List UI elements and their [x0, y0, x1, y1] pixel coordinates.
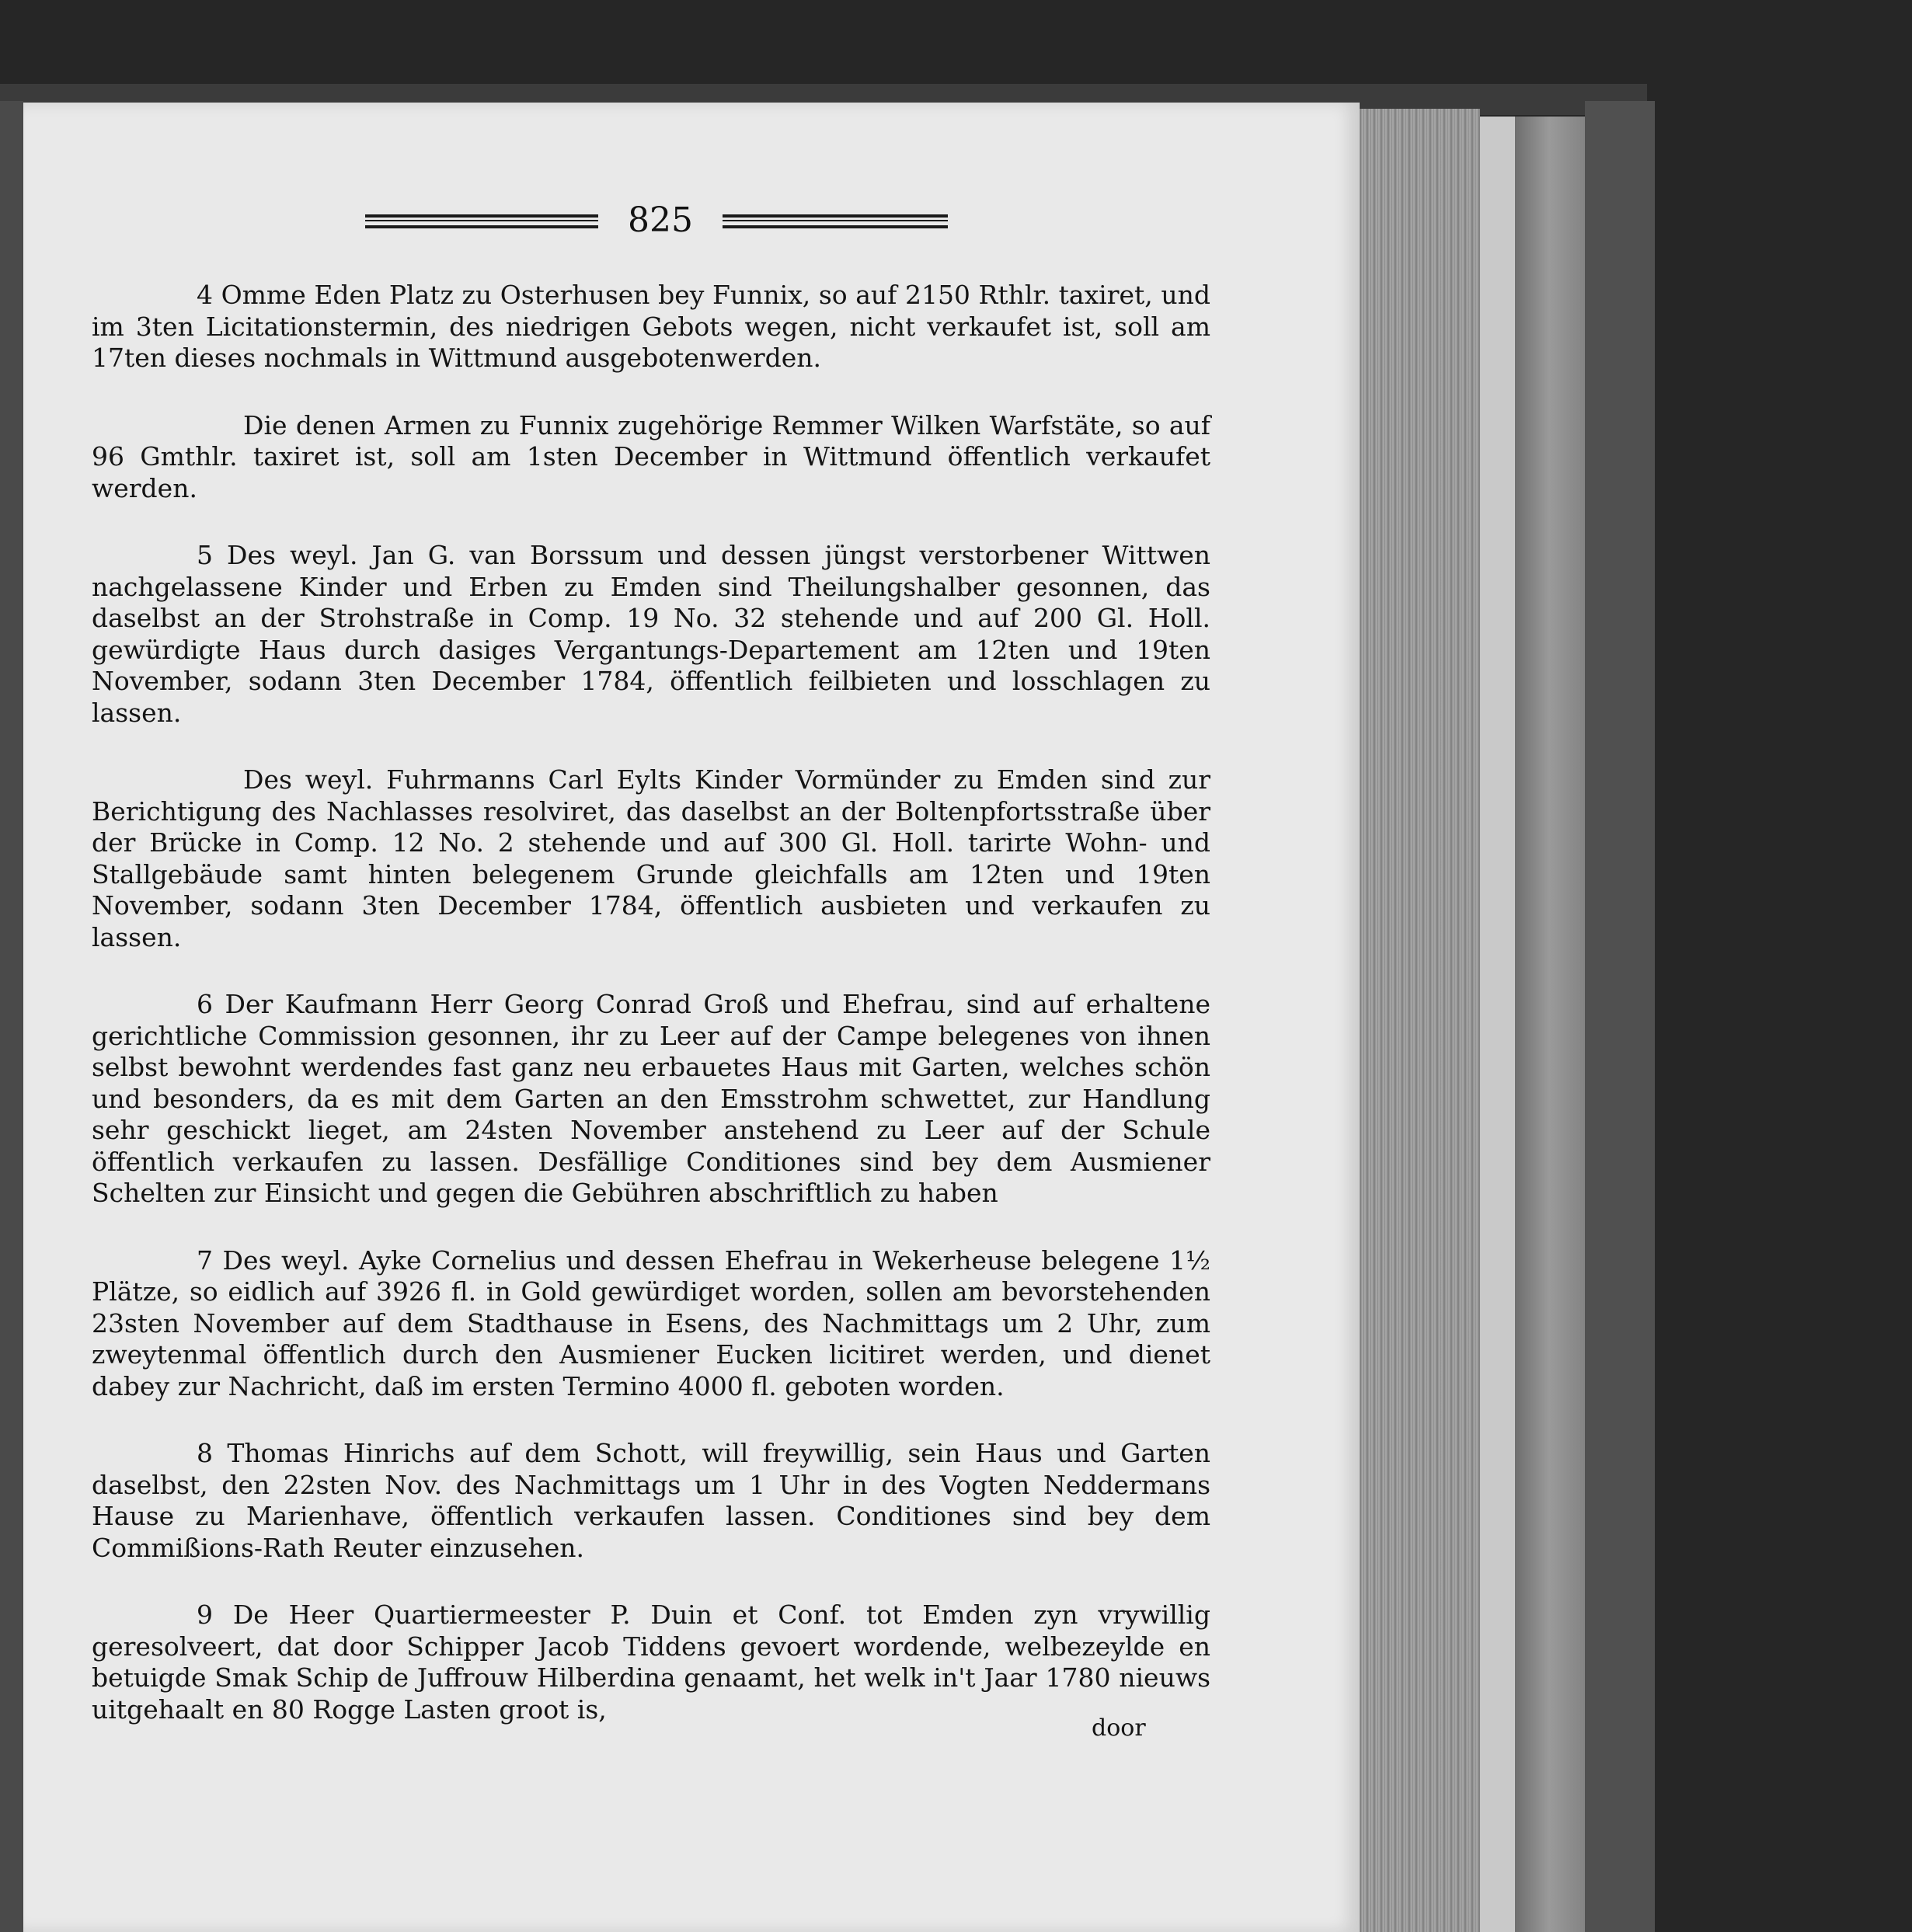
book-cover-right	[1585, 101, 1655, 1932]
paragraph-5-continued	[92, 764, 1210, 953]
book-cover-left	[0, 101, 23, 1932]
paragraph-number: 8	[197, 1438, 213, 1468]
paragraph-text: Des weyl. Jan G. van Borssum und dessen jüngst verstorbener Wittwen nachgelassene Kinder und Erben zu Emden sind Theilungshalber gesonnen, das daselbst an der Strohstraße in Comp. 19 No. 32 stehende und auf 200 Gl. Holl. gewürdigte Haus durch dasiges Vergantungs-Departement am 12ten und 19ten November, sodann 3ten December 1784, öffentlich feilbieten und losschlagen zu lassen.	[92, 540, 1210, 728]
paragraph-number: 4	[197, 280, 213, 310]
paragraph-text: Des weyl. Ayke Cornelius und dessen Ehefrau in Wekerheuse belegene 1½ Plätze, so eidlich auf 3926 fl. in Gold gewürdiget worden, sollen am bevorstehenden 23sten November auf dem Stadthause in Esens, des Nachmittags um 2 Uhr, zum zweytenmal öffentlich durch den Ausmiener Eucken licitiret werden, und dienet dabey zur Nachricht, daß im ersten Termino 4000 fl. geboten worden.	[92, 1244, 1210, 1401]
paragraph-text: Des weyl. Fuhrmanns Carl Eylts Kinder Vormünder zu Emden sind zur Berichtigung des Nachlasses resolviret, das daselbst an der Boltenpfortsstraße über der Brücke in Comp. 12 No. 2 stehende und auf 300 Gl. Holl. tarirte Wohn- und Stallgebäude samt hinten belegenem Grunde gleichfalls am 12ten und 19ten November, sodann 3ten December 1784, öffentlich ausbieten und verkaufen zu lassen.	[92, 764, 1210, 952]
paragraph-text: Der Kaufmann Herr Georg Conrad Groß und Ehefrau, sind auf erhaltene gerichtliche Commission gesonnen, ihr zu Leer auf der Campe belegenes von ihnen selbst bewohnt werdendes fast ganz neu erbauetes Haus mit Garten, welches schön und besonders, da es mit dem Garten an den Emsstrohm schwettet, zur Handlung sehr geschickt lieget, am 24sten November anstehend zu Leer auf der Schule öffentlich verkaufen zu lassen. Desfällige Conditiones sind bey dem Ausmiener Schelten zur Einsicht und gegen die Gebühren abschriftlich zu haben	[92, 989, 1210, 1208]
paragraph-number: 6	[197, 989, 213, 1019]
paragraph-8	[92, 1438, 1210, 1564]
paragraph-6	[92, 989, 1210, 1210]
paragraph-number: 5	[197, 540, 213, 570]
paragraph-4	[92, 280, 1210, 374]
paragraph-text: Omme Eden Platz zu Osterhusen bey Funnix, so auf 2150 Rthlr. taxiret, und im 3ten Licitationstermin, des niedrigen Gebots wegen, nicht verkaufet ist, soll am 17ten dieses nochmals in Wittmund ausgebotenwerden.	[92, 280, 1210, 373]
page-stack-light	[1480, 117, 1515, 1932]
catchword: door	[1092, 1714, 1146, 1742]
paragraph-5	[92, 540, 1210, 729]
page-stack-edge	[1356, 109, 1480, 1932]
page-header	[365, 200, 948, 242]
paragraph-text: De Heer Quartiermeester P. Duin et Conf. tot Emden zyn vrywillig geresolveert, dat door Schipper Jacob Tiddens gevoert wordende, welbezeylde en betuigde Smak Schip de Juffrouw Hilberdina genaamt, het welk in't Jaar 1780 nieuws uitgehaalt en 80 Rogge Lasten groot is,	[92, 1600, 1210, 1725]
paragraph-number: 9	[197, 1600, 213, 1630]
paragraph-text: Die denen Armen zu Funnix zugehörige Remmer Wilken Warfstäte, so auf 96 Gmthlr. taxiret ist, soll am 1sten December in Wittmund öffentlich verkaufet werden.	[92, 409, 1210, 503]
page-number: 825	[628, 200, 693, 240]
paragraph-7	[92, 1245, 1210, 1403]
paragraph-text: Thomas Hinrichs auf dem Schott, will freywillig, sein Haus und Garten daselbst, den 22sten Nov. des Nachmittags um 1 Uhr in des Vogten Neddermans Hause zu Marienhave, öffentlich verkaufen lassen. Conditiones sind bey dem Commißions-Rath Reuter einzusehen.	[92, 1438, 1210, 1563]
paragraph-4-continued	[92, 410, 1210, 505]
header-rule-right	[723, 214, 948, 228]
page-body	[92, 280, 1210, 1725]
paragraph-number: 7	[197, 1244, 213, 1276]
header-rule-left	[365, 214, 598, 228]
paragraph-9	[92, 1600, 1210, 1725]
